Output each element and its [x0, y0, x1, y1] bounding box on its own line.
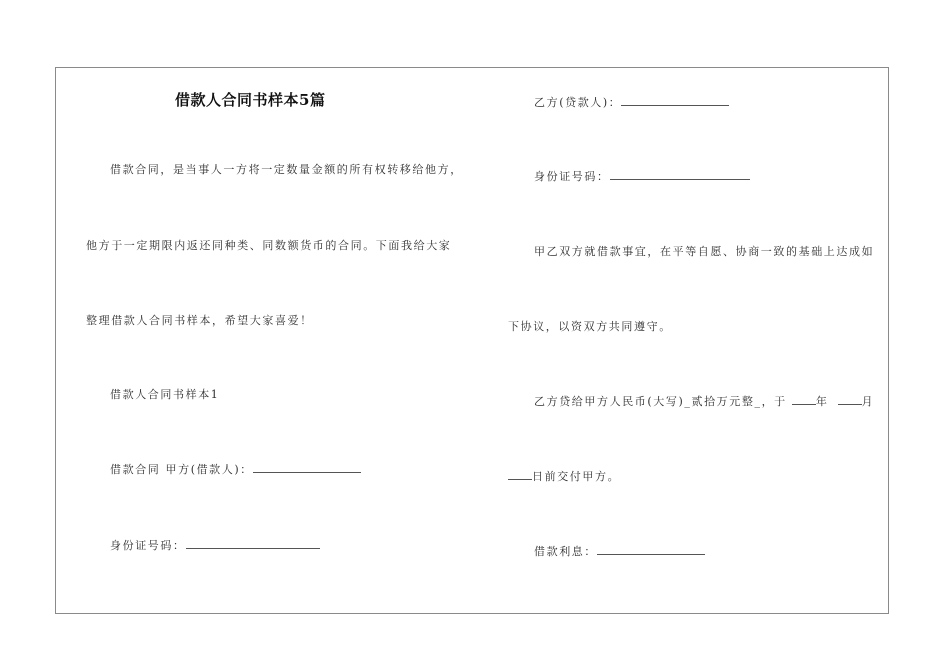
party-b-id-field [534, 168, 750, 184]
intro-paragraph-line-3: 整理借款人合同书样本，希望大家喜爱！ [86, 314, 313, 327]
loan-year-blank [792, 393, 816, 405]
party-a-id-blank [186, 537, 320, 549]
party-a-id-field [110, 537, 320, 553]
loan-clause-line-2 [508, 468, 620, 484]
party-b-blank [621, 94, 729, 106]
intro-paragraph-line-1: 借款合同，是当事人一方将一定数量金额的所有权转移给他方， [110, 163, 463, 176]
loan-clause-text: 乙方贷给甲方人民币(大写)_贰拾万元整_，于 [534, 395, 787, 408]
loan-day-blank [508, 468, 532, 480]
party-a-field [110, 461, 361, 477]
party-a-label: 借款合同 甲方(借款人)： [110, 463, 253, 476]
page-frame [55, 67, 889, 614]
intro-paragraph-line-2: 他方于一定期限内返还同种类、同数额货币的合同。下面我给大家 [86, 239, 452, 252]
interest-label: 借款利息： [534, 545, 597, 558]
party-b-id-blank [610, 168, 750, 180]
agreement-line-2: 下协议，以资双方共同遵守。 [508, 320, 672, 333]
party-b-id-label: 身份证号码： [534, 170, 610, 183]
loan-year-label: 年 [815, 395, 829, 408]
document-title: 借款人合同书样本5篇 [175, 91, 326, 109]
loan-month-label: 月 [861, 395, 875, 408]
interest-blank [597, 543, 705, 555]
party-b-label: 乙方(贷款人)： [534, 96, 622, 109]
agreement-line-1: 甲乙双方就借款事宜，在平等自愿、协商一致的基础上达成如 [534, 245, 875, 258]
loan-month-blank [838, 393, 862, 405]
party-a-id-label: 身份证号码： [110, 539, 186, 552]
party-a-blank [253, 461, 361, 473]
loan-clause-line-1 [534, 393, 874, 409]
sample-heading: 借款人合同书样本1 [110, 388, 220, 401]
loan-day-text: 日前交付甲方。 [532, 470, 621, 483]
party-b-field [534, 94, 729, 110]
interest-field [534, 543, 705, 559]
